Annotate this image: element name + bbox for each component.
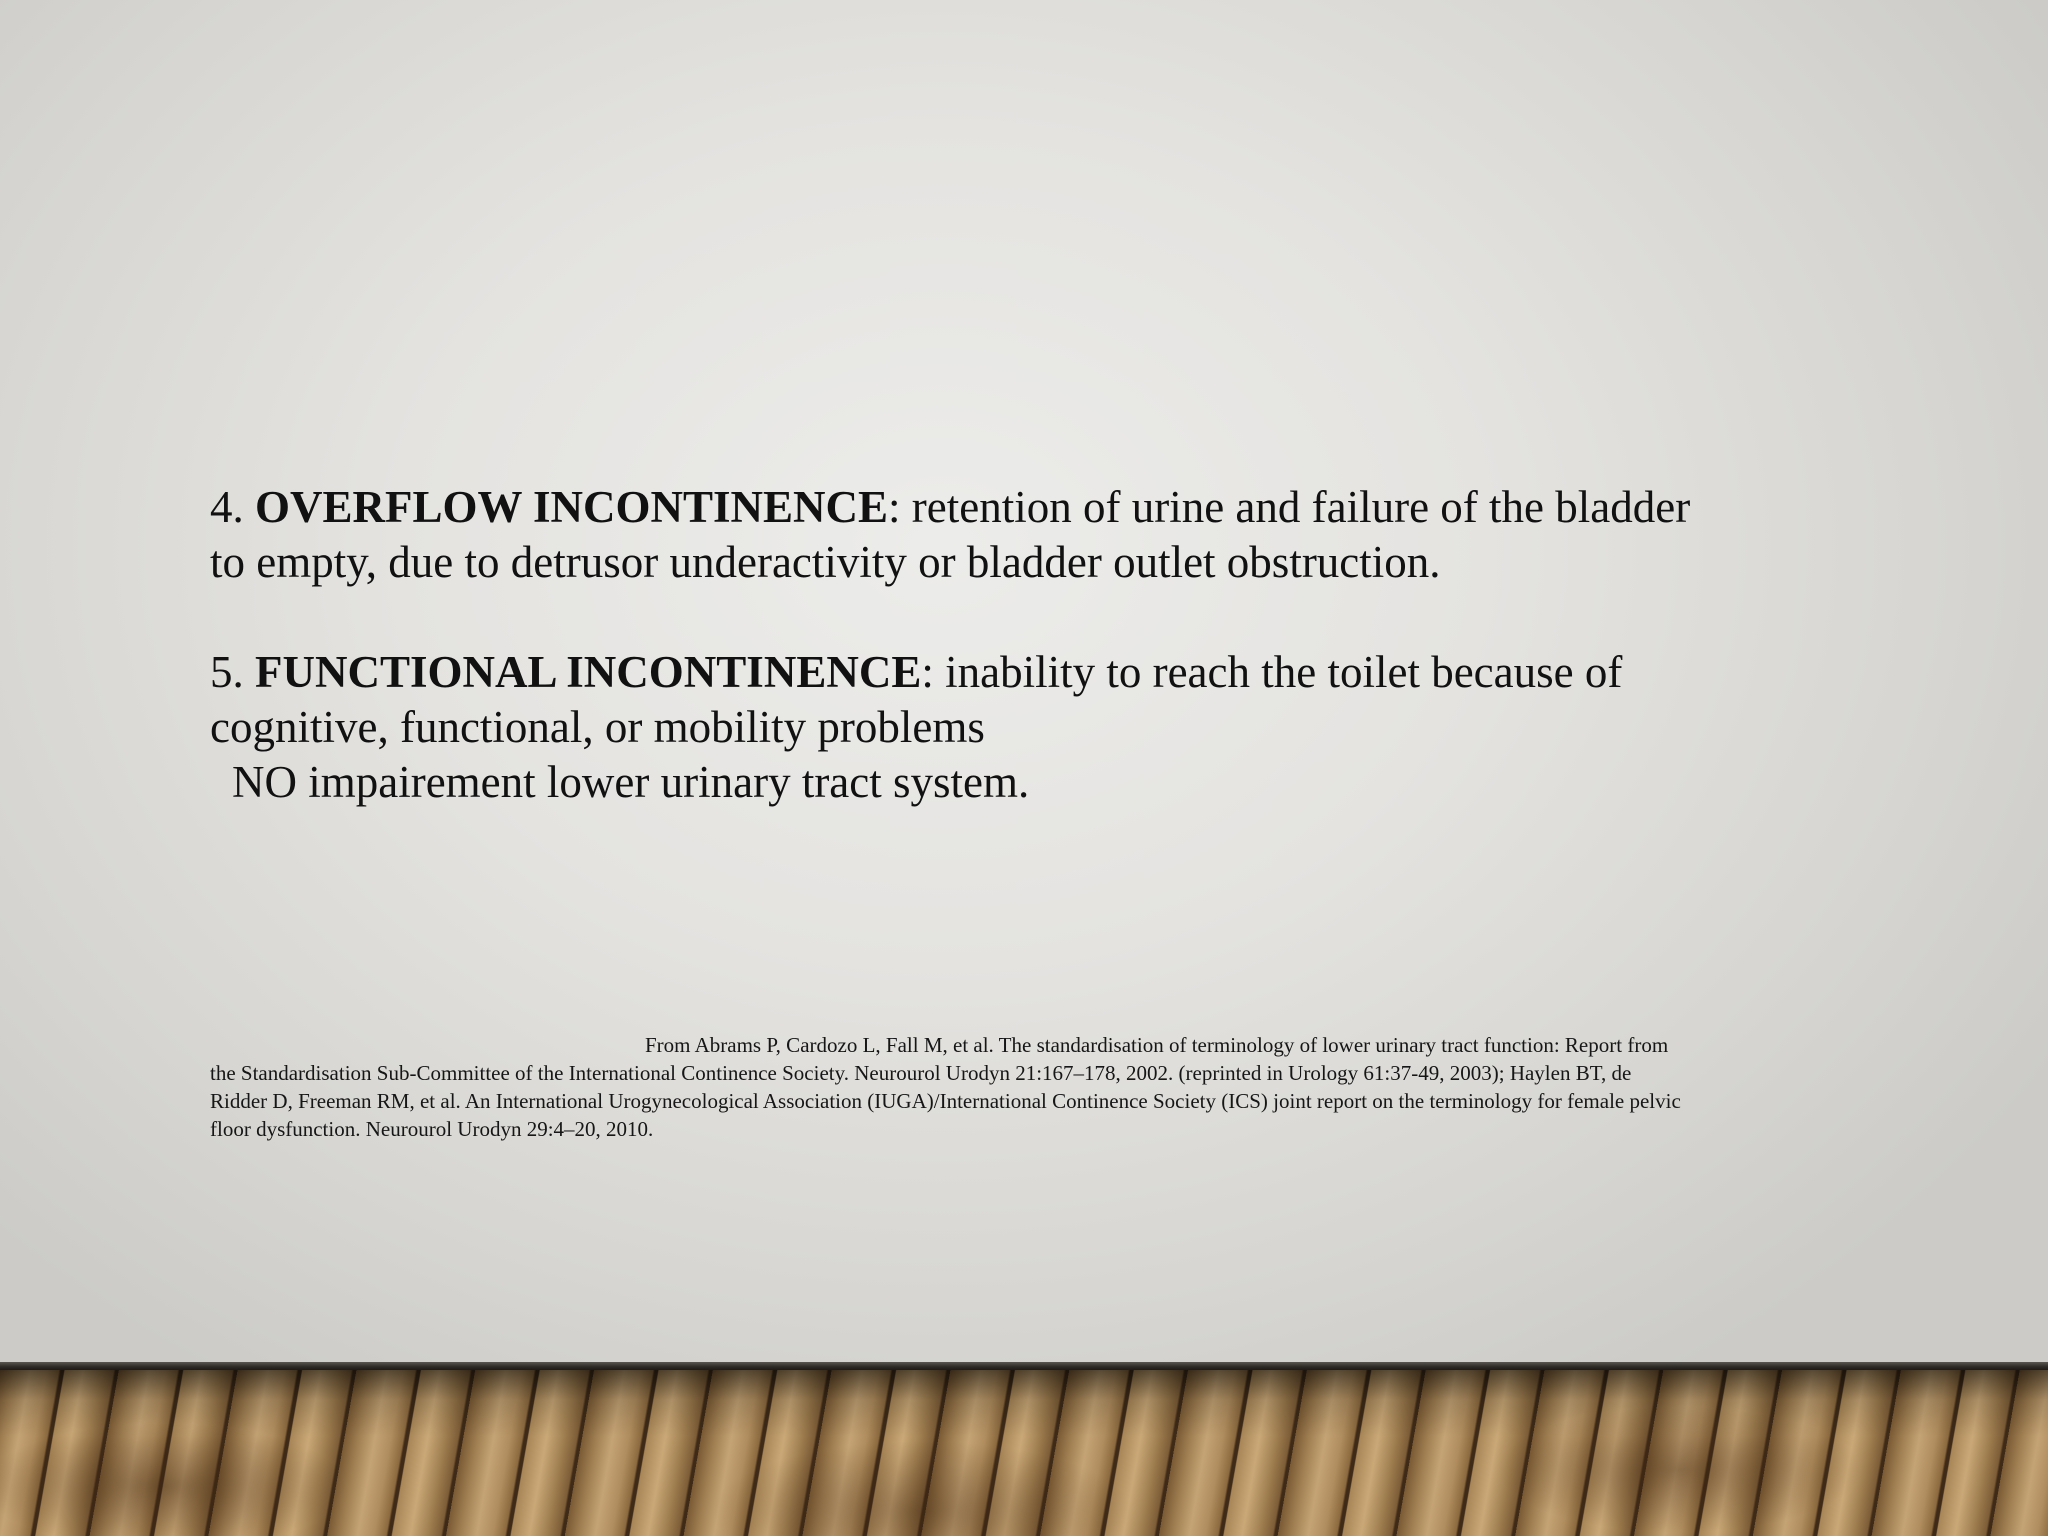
overflow-incontinence-paragraph	[210, 480, 1710, 590]
reference-citation: From Abrams P, Cardozo L, Fall M, et al. The standardisation of terminology of lower urinary tract function: Report from the Standardisation Sub-Committee of the International Continence Society. Neurourol Urodyn 21:167–178, 2002. (reprinted in Urology 61:37-49, 2003); Haylen BT, de Ridder D, Freeman RM, et al. An International Urogynecological Association (IUGA)/International Continence Society (ICS) joint report on the terminology for female pelvic floor dysfunction. Neurourol Urodyn 29:4–20, 2010.	[210, 1033, 1681, 1141]
functional-incontinence-paragraph	[210, 645, 1710, 755]
wood-floor-decoration	[0, 1370, 2048, 1536]
item-number: 4.	[210, 482, 255, 532]
item-number: 5.	[210, 647, 255, 697]
term-overflow-incontinence: OVERFLOW INCONTINENCE	[255, 482, 889, 532]
overflow-definition: retention of urine and failure of the bladder to empty, due to detrusor underactivity or bladder outlet obstruction.	[210, 482, 1691, 587]
baseboard	[0, 1362, 2048, 1370]
slide-body	[210, 480, 1710, 810]
term-functional-incontinence: FUNCTIONAL INCONTINENCE	[255, 647, 922, 697]
paragraph-gap	[210, 590, 1710, 645]
functional-note: NO impairement lower urinary tract system.	[232, 757, 1030, 807]
term-separator: :	[888, 482, 912, 532]
term-separator: :	[921, 647, 946, 697]
functional-definition: inability to reach the toilet because of cognitive, functional, or mobility problems	[210, 647, 1623, 752]
